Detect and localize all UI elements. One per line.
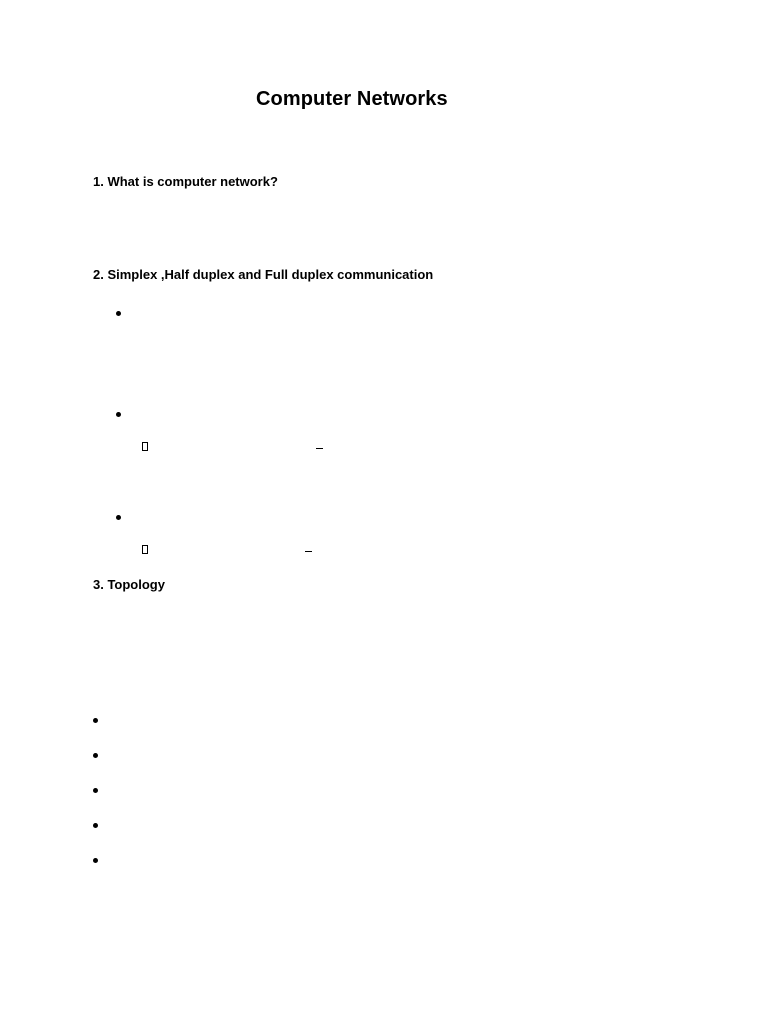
bullet-dot-icon bbox=[93, 753, 98, 758]
bullet-dot-icon bbox=[116, 515, 121, 520]
bullet-dot-icon bbox=[116, 412, 121, 417]
bullet-dot-icon bbox=[93, 823, 98, 828]
section-heading-2: 2. Simplex ,Half duplex and Full duplex communication bbox=[93, 267, 434, 282]
section-heading-3: 3. Topology bbox=[93, 577, 165, 592]
missing-glyph-box-icon bbox=[142, 545, 148, 554]
bullet-dot-icon bbox=[93, 858, 98, 863]
document-title: Computer Networks bbox=[256, 88, 448, 110]
bullet-dot-icon bbox=[93, 718, 98, 723]
missing-glyph-box-icon bbox=[142, 442, 148, 451]
dash-icon bbox=[305, 551, 312, 552]
section-heading-1: 1. What is computer network? bbox=[93, 174, 278, 189]
bullet-dot-icon bbox=[116, 311, 121, 316]
bullet-dot-icon bbox=[93, 788, 98, 793]
dash-icon bbox=[316, 448, 323, 449]
